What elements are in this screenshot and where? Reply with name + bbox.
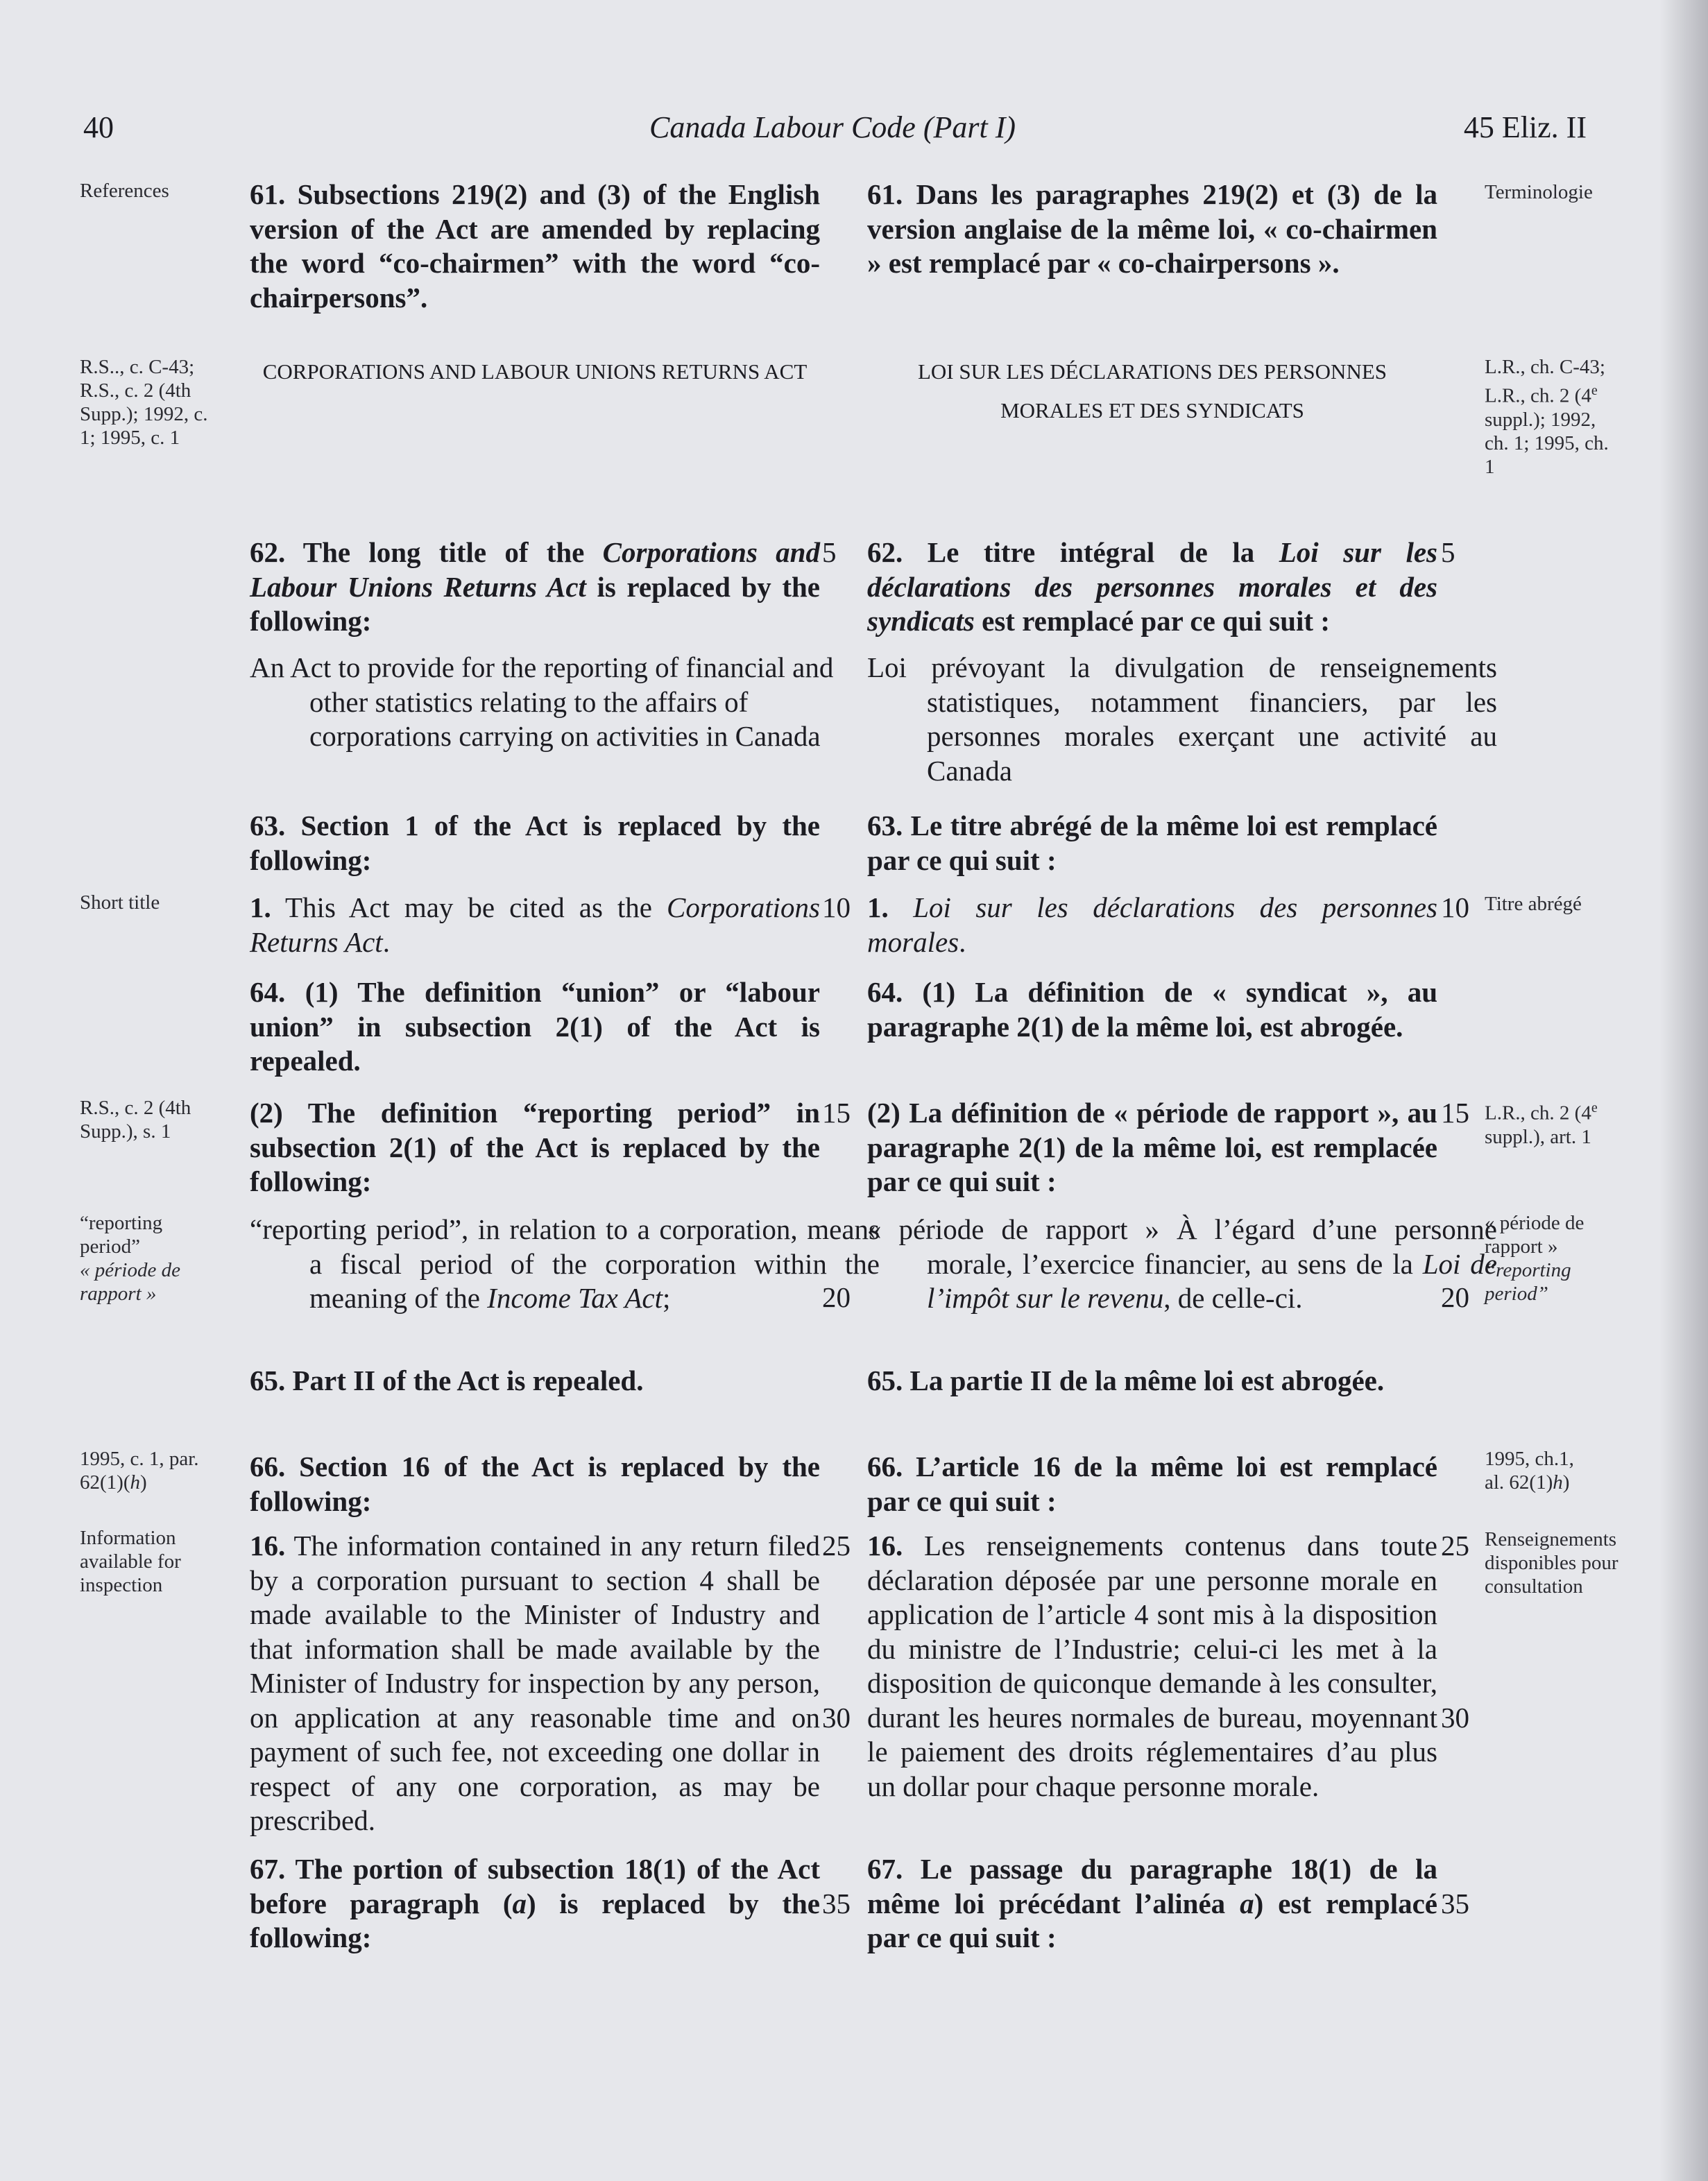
en-def-act-name: Income Tax Act: [487, 1282, 663, 1314]
line-number-10-fr: 10: [1441, 891, 1469, 923]
line-number-35-en: 35: [822, 1888, 851, 1919]
margin-note-titre-abrege: Titre abrégé: [1485, 893, 1582, 915]
fr-section-66: 66. L’article 16 de la même loi est remplacé par ce qui suit :: [867, 1451, 1437, 1517]
line-number-5-fr: 5: [1441, 536, 1455, 568]
fr-act-heading: LOI SUR LES DÉCLARATIONS DES PERSONNES MORALES ET DES SYNDICATS: [917, 359, 1387, 422]
margin-note-1995-al: 1995, ch.1, al. 62(1)h): [1485, 1448, 1574, 1494]
en-def-end: ;: [662, 1282, 671, 1314]
page-number: 40: [83, 110, 114, 144]
margin-term-fr: « période de rapport »: [1485, 1212, 1585, 1258]
margin-term-fr: « période de rapport »: [80, 1259, 180, 1305]
margin-note-lr-c43: L.R., ch. C-43; L.R., ch. 2 (4e suppl.); 1992, ch. 1; 1995, ch. 1: [1485, 356, 1609, 478]
fr-section-1: [867, 891, 1437, 959]
fr-s1-act-name: Loi sur les déclarations des personnes morales: [867, 891, 1438, 958]
fr-def-end: , de celle-ci.: [1163, 1282, 1303, 1314]
en-s1-number: 1.: [250, 891, 271, 923]
en-section-61: 61. Subsections 219(2) and (3) of the English version of the Act are amended by replacing the word “co-chairmen” with the word “co-chairpersons”.: [250, 178, 820, 314]
fr-def-text: « période de rapport » À l’égard d’une personne morale, l’exercice financier, au sens de la: [867, 1213, 1497, 1280]
margin-note-rs-c2: R.S., c. 2 (4th Supp.), s. 1: [80, 1097, 191, 1143]
regnal-year: 45 Eliz. II: [1463, 110, 1587, 144]
line-number-10-en: 10: [822, 891, 851, 923]
line-number-25-en: 25: [822, 1530, 851, 1562]
margin-note-terminologie: Terminologie: [1485, 181, 1593, 203]
en-definition-reporting-period: [250, 1213, 880, 1316]
fr-section-61: 61. Dans les paragraphes 219(2) et (3) de la version anglaise de la même loi, « co-chairmen » est remplacé par « co-chairpersons ».: [867, 178, 1437, 279]
line-number-15-en: 15: [822, 1097, 851, 1129]
margin-note-references: References: [80, 180, 169, 202]
en-s16-text: The information contained in any return filed by a corporation pursuant to section 4 shall be made available to the Minister of Industry and that information shall be made available by the Minister of Industry for inspection by any person, on application at any reasonable time and on payment of such fee, not exceeding one dollar in respect of any one corporation, as may be prescribed.: [250, 1530, 820, 1836]
en-s62-text-end: is replaced by the following:: [250, 570, 820, 637]
line-number-30-fr: 30: [1441, 1702, 1469, 1734]
fr-section-65: 65. La partie II de la même loi est abrogée.: [867, 1365, 1385, 1396]
line-number-30-en: 30: [822, 1702, 851, 1734]
margin-term-en: “reporting period”: [1485, 1259, 1571, 1305]
page-edge-shadow: [1659, 0, 1708, 2181]
fr-section-16: [867, 1529, 1437, 1804]
fr-section-64-2: (2) La définition de « période de rapport », au paragraphe 2(1) de la même loi, est remplacée par ce qui suit :: [867, 1097, 1437, 1197]
fr-s62-act-name: Loi sur les déclarations des personnes morales et des syndicats: [867, 536, 1437, 637]
fr-s16-number: 16.: [867, 1530, 903, 1562]
en-s62-act-name: Corporations and Labour Unions Returns Act: [250, 536, 820, 603]
margin-note-1995-par: 1995, c. 1, par. 62(1)(h): [80, 1448, 199, 1494]
fr-def-act-name: Loi de l’impôt sur le revenu: [927, 1247, 1497, 1314]
en-s67-text-end: ) is replaced by the following:: [250, 1887, 820, 1953]
en-s1-act-name: Corporations Returns Act: [250, 891, 820, 958]
line-number-15-fr: 15: [1441, 1097, 1469, 1129]
fr-s16-text: Les renseignements contenus dans toute déclaration déposée par une personne morale en application de l’article 4 sont mis à la disposition du ministre de l’Industrie; celui-ci les met à la disposition de quiconque demande à les consulter, durant les heures normales de bureau, moyennant le paiement des droits réglementaires d’au plus un dollar pour chaque personne morale.: [867, 1530, 1437, 1802]
en-section-67: [250, 1852, 820, 1956]
margin-term-en: “reporting period”: [80, 1212, 163, 1258]
margin-note-reporting-period: [80, 1211, 208, 1306]
margin-note-info-available: Information available for inspection: [80, 1527, 181, 1596]
running-title: Canada Labour Code (Part I): [649, 110, 1016, 144]
en-s67-para: a: [512, 1887, 527, 1919]
en-s1-end: .: [382, 925, 390, 958]
en-s1-text: This Act may be cited as the: [271, 891, 667, 923]
en-s67-text: 67. The portion of subsection 18(1) of the Act before paragraph (: [250, 1853, 820, 1919]
fr-section-63: 63. Le titre abrégé de la même loi est remplacé par ce qui suit :: [867, 810, 1437, 876]
margin-note-rs-c43: R.S.., c. C-43; R.S., c. 2 (4th Supp.); 1992, c. 1; 1995, c. 1: [80, 356, 208, 449]
en-section-63: 63. Section 1 of the Act is replaced by the following:: [250, 810, 820, 876]
margin-note-lr-c2: L.R., ch. 2 (4e suppl.), art. 1: [1485, 1100, 1598, 1148]
fr-section-64-1: 64. (1) La définition de « syndicat », au paragraphe 2(1) de la même loi, est abrogée.: [867, 976, 1437, 1043]
en-act-heading: CORPORATIONS AND LABOUR UNIONS RETURNS ACT: [262, 359, 808, 384]
fr-s62-text: 62. Le titre intégral de la: [867, 536, 1279, 568]
line-number-20-en: 20: [822, 1281, 851, 1313]
fr-s67-para: a: [1240, 1887, 1254, 1919]
margin-note-short-title: Short title: [80, 891, 160, 914]
en-s16-number: 16.: [250, 1530, 286, 1562]
en-section-16: [250, 1529, 820, 1838]
fr-section-62: [867, 536, 1437, 639]
line-number-20-fr: 20: [1441, 1281, 1469, 1313]
en-section-64-1: 64. (1) The definition “union” or “labour union” in subsection 2(1) of the Act is repealed.: [250, 976, 820, 1077]
fr-s67-text: 67. Le passage du paragraphe 18(1) de la même loi précédant l’alinéa: [867, 1853, 1437, 1919]
fr-s67-text-end: ) est remplacé par ce qui suit :: [867, 1887, 1438, 1953]
fr-long-title: Loi prévoyant la divulgation de renseignements statistiques, notamment financiers, par les personnes morales exerçant une activité au Canada: [867, 651, 1497, 787]
fr-section-67: [867, 1852, 1437, 1956]
line-number-35-fr: 35: [1441, 1888, 1469, 1919]
fr-s1-end: .: [959, 925, 966, 958]
line-number-5-en: 5: [822, 536, 837, 568]
line-number-25-fr: 25: [1441, 1530, 1469, 1562]
fr-s62-text-end: est remplacé par ce qui suit :: [974, 605, 1330, 637]
en-section-1: [250, 891, 820, 959]
fr-definition-periode: [867, 1213, 1497, 1316]
en-s62-text: 62. The long title of the: [250, 536, 603, 568]
margin-note-periode: [1485, 1211, 1603, 1306]
en-long-title: An Act to provide for the reporting of financial and other statistics relating to the affairs of corporations carrying on activities in Canada: [250, 651, 834, 752]
en-section-65: 65. Part II of the Act is repealed.: [250, 1365, 644, 1396]
en-def-text: “reporting period”, in relation to a corporation, means a fiscal period of the corporation within the meaning of the: [250, 1213, 880, 1314]
en-section-64-2: (2) The definition “reporting period” in subsection 2(1) of the Act is replaced by the following:: [250, 1097, 820, 1197]
margin-note-renseignements: Renseignements disponibles pour consultation: [1485, 1528, 1619, 1598]
fr-s1-number: 1.: [867, 891, 889, 923]
en-section-62: [250, 536, 820, 639]
en-section-66: 66. Section 16 of the Act is replaced by the following:: [250, 1451, 820, 1517]
